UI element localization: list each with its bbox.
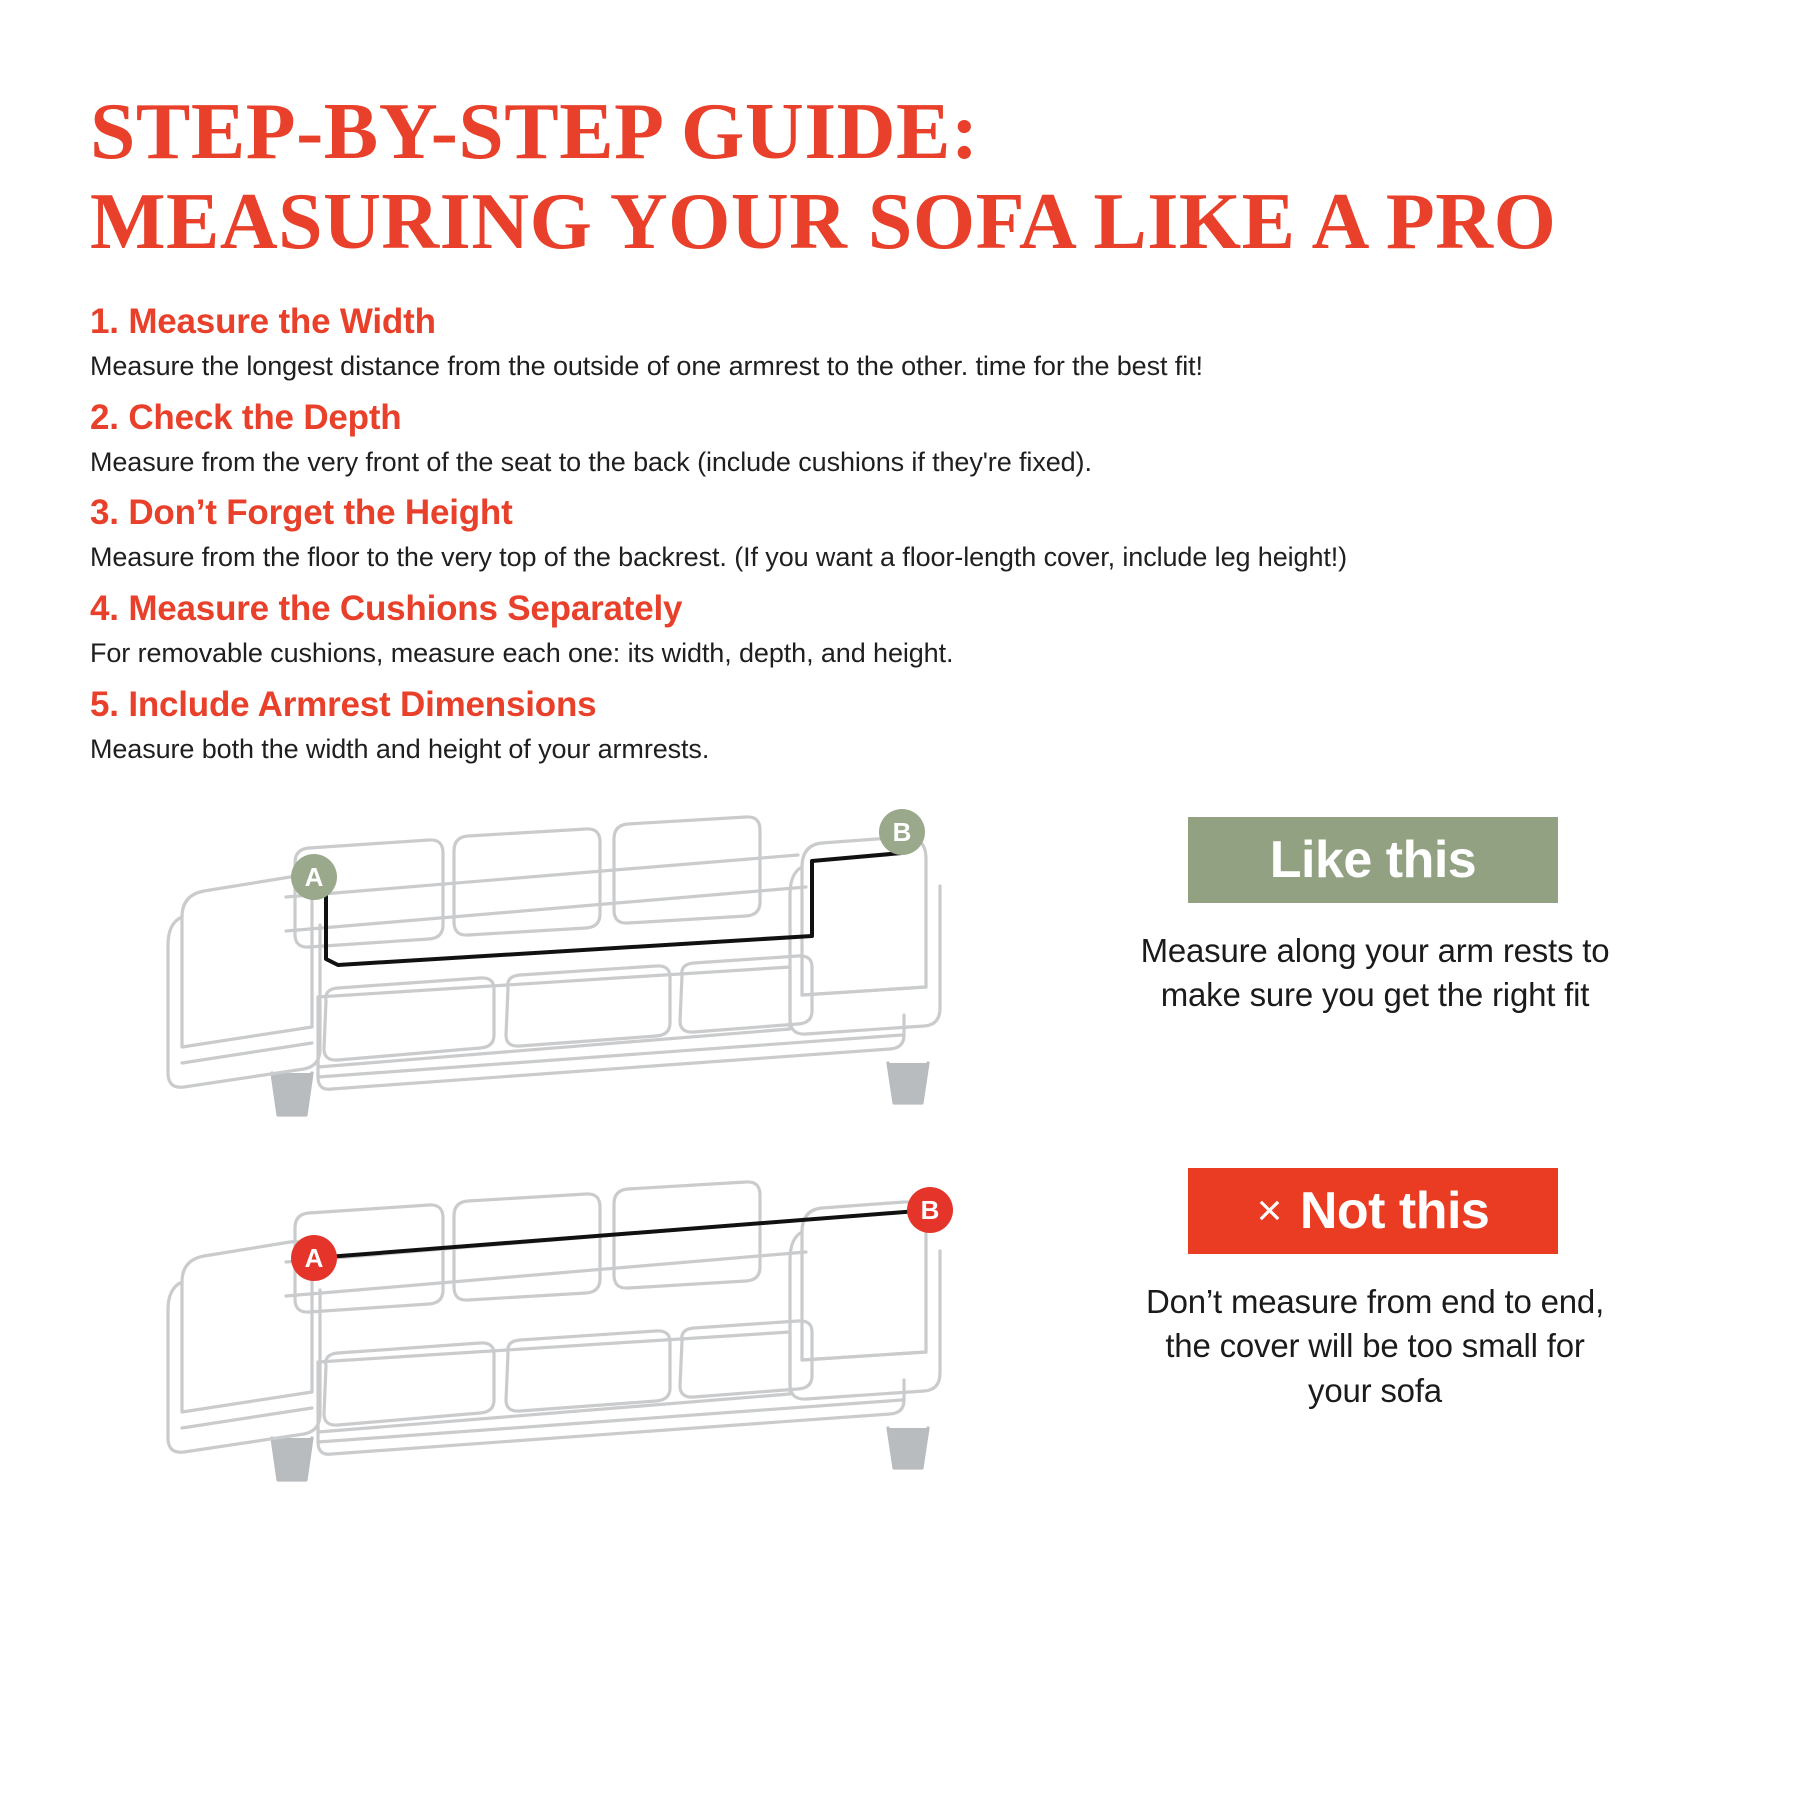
- measure-point-a-incorrect: [291, 1235, 337, 1281]
- step-body: Measure from the very front of the seat to the back (include cushions if they're fixed).: [90, 446, 1092, 477]
- sofa-illustration-incorrect: [90, 1166, 1130, 1506]
- callout-like-this-banner: [1188, 817, 1558, 903]
- page-title: [90, 88, 1740, 266]
- measure-point-b-label: B: [892, 816, 912, 847]
- steps-list: [90, 302, 1740, 767]
- callout-like-this-caption: Measure along your arm rests to make sure you get the right fit: [1140, 931, 1610, 1014]
- sofa-diagram-incorrect: [90, 1166, 1130, 1511]
- measure-point-b-incorrect: [907, 1187, 953, 1233]
- step-body: Measure from the floor to the very top of the backrest. (If you want a floor-length cover, include leg height!): [90, 542, 1348, 573]
- measure-point-a-label: A: [304, 1242, 324, 1273]
- diagram-section: [90, 801, 1740, 1511]
- step-heading: 5. Include Armrest Dimensions: [90, 684, 597, 724]
- callouts-column: [1140, 801, 1740, 1511]
- step-item-4: [90, 589, 1740, 671]
- callout-spacer: [1140, 1018, 1740, 1168]
- step-body: For removable cushions, measure each one: its width, depth, and height.: [90, 638, 954, 669]
- step-heading: 1. Measure the Width: [90, 301, 436, 341]
- step-item-5: [90, 685, 1740, 767]
- step-item-2: [90, 398, 1740, 480]
- step-body: Measure both the width and height of your armrests.: [90, 733, 710, 764]
- step-heading: 4. Measure the Cushions Separately: [90, 589, 683, 629]
- callout-not-this-banner: [1188, 1168, 1558, 1254]
- measure-point-b-label: B: [920, 1194, 940, 1225]
- callout-not-this-label: Not this: [1299, 1181, 1490, 1240]
- measure-point-b-correct: [879, 809, 925, 855]
- measure-point-a-label: A: [304, 861, 324, 892]
- measure-point-a-correct: [291, 854, 337, 900]
- page-title-line-2: MEASURING YOUR SOFA LIKE A PRO: [90, 177, 1557, 266]
- callout-like-this-label: Like this: [1269, 830, 1477, 889]
- step-item-1: [90, 302, 1740, 384]
- sofa-illustration-correct: [90, 801, 1130, 1141]
- step-body: Measure the longest distance from the outside of one armrest to the other. time for the best fit!: [90, 350, 1203, 381]
- measurement-path-incorrect: [314, 1210, 930, 1258]
- callout-not-this-caption: Don’t measure from end to end, the cover will be too small for your sofa: [1145, 1282, 1605, 1409]
- step-heading: 3. Don’t Forget the Height: [90, 493, 513, 533]
- page-title-line-1: STEP-BY-STEP GUIDE:: [90, 88, 979, 177]
- sofa-diagrams-column: [90, 801, 1130, 1511]
- step-item-3: [90, 493, 1740, 575]
- sofa-diagram-correct: [90, 801, 1130, 1146]
- close-icon: ×: [1256, 1185, 1282, 1235]
- step-heading: 2. Check the Depth: [90, 397, 402, 437]
